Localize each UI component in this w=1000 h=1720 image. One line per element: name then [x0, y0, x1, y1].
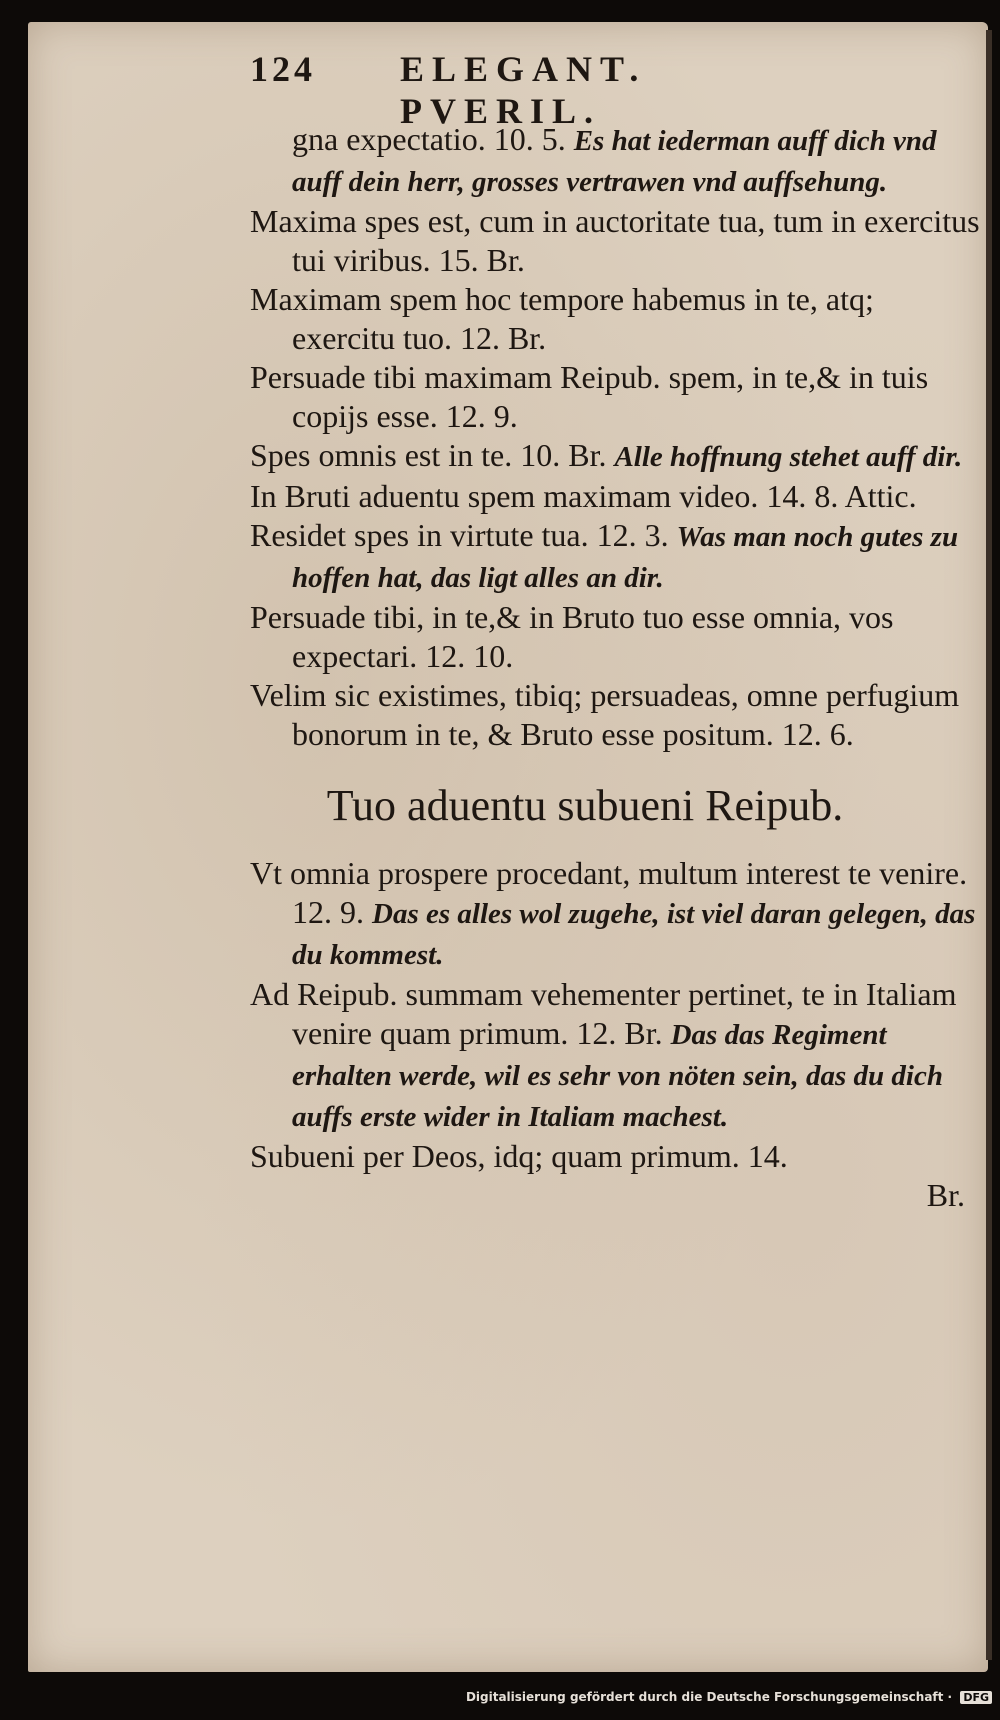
phrase-entry — [250, 436, 980, 477]
phrase-entry — [250, 854, 980, 975]
latin-text: Maximam spem hoc tempore habemus in te, atq; exercitu tuo. 12. Br. — [250, 281, 874, 356]
german-gloss: Das es alles wol zugehe, ist viel daran gelegen, das du kommest. — [292, 898, 976, 971]
dfg-logo: DFG — [960, 1691, 992, 1704]
german-gloss: Es hat iederman auff dich vnd auff dein herr, grosses vertrawen vnd auffsehung. — [292, 125, 937, 198]
german-gloss: Das das Regiment erhalten werde, wil es sehr von nöten sein, das du dich auffs erste wider in Italiam machest. — [292, 1019, 943, 1133]
latin-text: Subueni per Deos, idq; quam primum. 14. — [250, 1138, 788, 1174]
phrase-entry — [250, 358, 980, 436]
latin-text: Ad Reipub. summam vehementer pertinet, te in Italiam venire quam primum. 12. Br. — [250, 976, 957, 1051]
section-heading: Tuo aduentu subueni Reipub. — [326, 781, 844, 830]
latin-text: gna expectatio. 10. 5. — [292, 121, 566, 157]
page-number: 124 — [250, 49, 316, 89]
continuation-entry — [250, 120, 980, 202]
phrase-entry — [250, 975, 980, 1137]
running-title: ELEGANT. PVERIL. — [400, 49, 647, 131]
phrase-entry — [250, 477, 980, 516]
latin-text: Vt omnia prospere procedant, multum interest te venire. 12. 9. — [250, 855, 968, 930]
phrase-entry — [250, 516, 980, 598]
phrase-entry — [250, 1137, 980, 1176]
latin-text: Maxima spes est, cum in auctoritate tua, tum in exercitus tui viribus. 15. Br. — [250, 203, 980, 278]
running-header — [250, 48, 850, 131]
latin-text: Persuade tibi, in te,& in Bruto tuo esse omnia, vos expectari. 12. 10. — [250, 599, 894, 674]
phrase-entry — [250, 280, 980, 358]
phrase-entry — [250, 202, 980, 280]
phrase-entry — [250, 676, 980, 754]
latin-text: Velim sic existimes, tibiq; persuadeas, omne perfugium bonorum in te, & Bruto esse positum. 12. 6. — [250, 677, 960, 752]
german-gloss: Alle hoffnung stehet auff dir. — [614, 441, 963, 473]
entry-ending: Br. — [926, 1177, 965, 1213]
page-edge — [986, 30, 992, 1660]
latin-text: Spes omnis est in te. 10. Br. — [250, 437, 607, 473]
latin-text: Residet spes in virtute tua. 12. 3. — [250, 517, 669, 553]
page-text — [250, 120, 980, 1215]
phrase-entry — [250, 598, 980, 676]
german-gloss: Was man noch gutes zu hoffen hat, das ligt alles an dir. — [292, 521, 959, 594]
latin-text: In Bruti aduentu spem maximam video. 14. 8. Attic. — [250, 478, 917, 514]
digitization-credit — [0, 1690, 992, 1704]
latin-text: Persuade tibi maximam Reipub. spem, in te,& in tuis copijs esse. 12. 9. — [250, 359, 929, 434]
credit-text: Digitalisierung gefördert durch die Deutsche Forschungsgemeinschaft · — [465, 1690, 953, 1704]
